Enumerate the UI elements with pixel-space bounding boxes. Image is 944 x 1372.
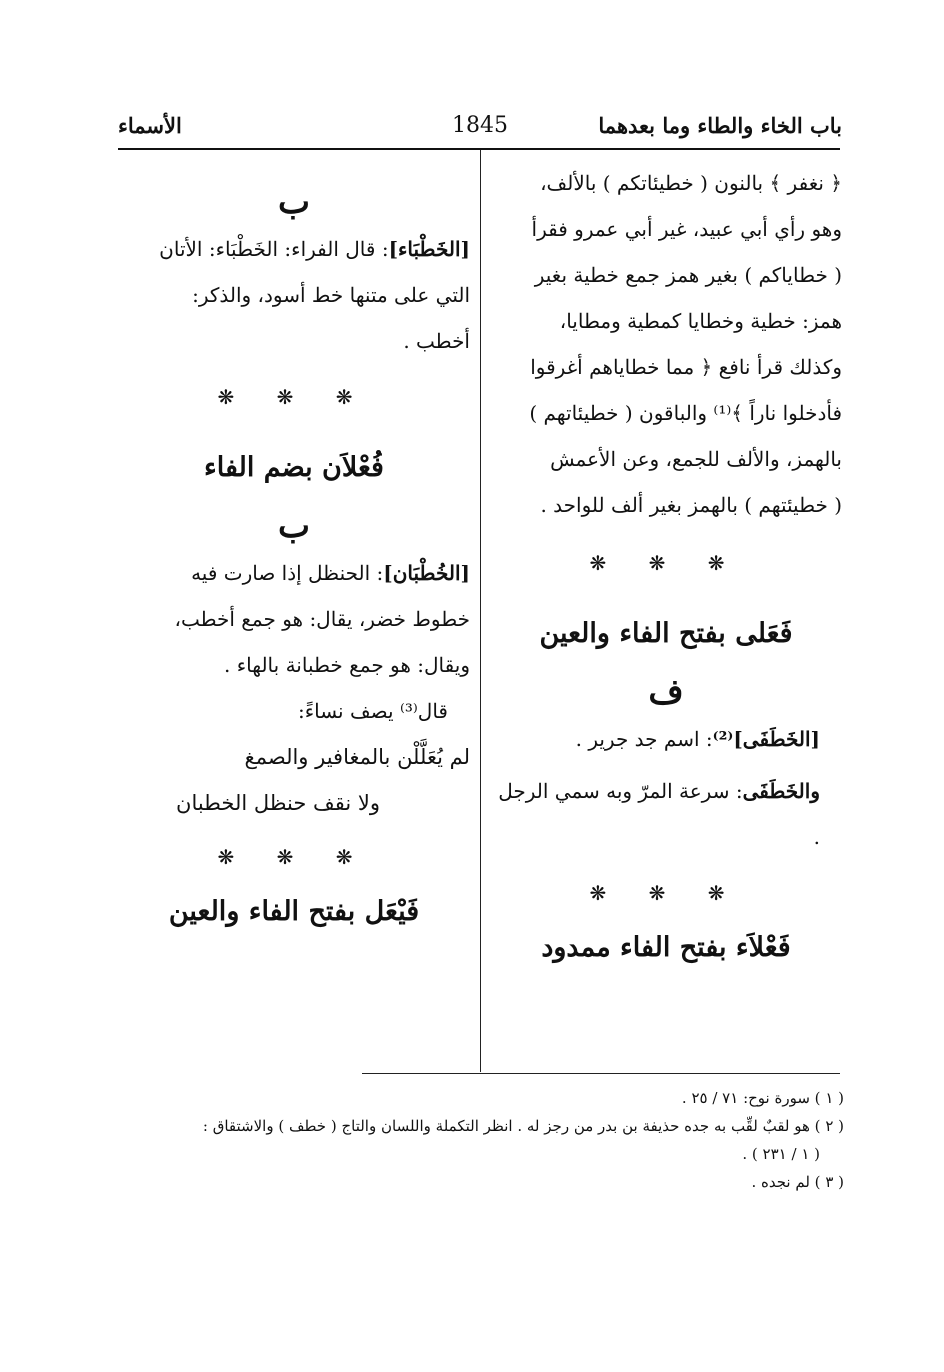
section-separator: ❋ ❋ ❋	[217, 385, 371, 409]
footnotes	[120, 1084, 844, 1196]
section-separator: ❋ ❋ ❋	[217, 845, 371, 869]
entry-text: : قال الفراء: الخَطْبَاء: الأتان	[159, 237, 389, 261]
section-separator: ❋ ❋ ❋	[589, 551, 743, 575]
section-heading: فَعْلاَء بفتح الفاء ممدود	[541, 932, 791, 963]
entry-line	[118, 550, 470, 596]
section-separator: ❋ ❋ ❋	[589, 881, 743, 905]
paragraph-line: ( خطاياكم ) بغير همز جمع خطية بغير	[534, 263, 842, 287]
paragraph-line: ( خطيئتهم ) بالهمز بغير ألف للواحد .	[540, 493, 842, 517]
entry-headword: [الخُطْبَان]	[383, 561, 470, 585]
verse-first-hemistich: لم يُعَلَّلْن بالمغافير والصمغ	[244, 745, 470, 769]
quote-intro: قال⁽³⁾ يصف نساءً:	[297, 699, 448, 723]
entry-line	[118, 226, 470, 272]
entry-headword: [الخَطَفَى]⁽²⁾	[712, 727, 820, 751]
paragraph-line: أخطب .	[403, 329, 470, 353]
section-title: الأسماء	[118, 113, 182, 138]
footnote-rule	[362, 1073, 840, 1074]
paragraph-line: فأدخلوا ناراً ﴾⁽¹⁾ والباقون ( خطيئاتهم )	[529, 401, 842, 425]
verse-second-hemistich: ولا نقف حنظل الخطبان	[176, 791, 380, 815]
right-column	[490, 160, 842, 986]
paragraph-line: خطوط خضر، يقال: هو جمع أخطب،	[174, 607, 470, 631]
entry-line	[490, 768, 842, 860]
page-number: 1845	[452, 113, 508, 138]
footnote-continuation: ( ١ / ٢٣١ ) .	[742, 1145, 820, 1163]
chapter-title: باب الخاء والطاء وما بعدهما	[598, 113, 842, 138]
column-divider	[480, 150, 481, 1072]
letter-heading: ف	[648, 672, 684, 712]
entry-headword: والخَطَفَى	[742, 779, 820, 803]
letter-heading: ب	[277, 182, 310, 222]
entry-text: : سرعة المرّ وبه سمي الرجل .	[498, 779, 820, 849]
left-column	[118, 160, 470, 950]
paragraph-line: ﴿ نغفر ﴾ بالنون ( خطيئاتكم ) بالألف،	[540, 171, 842, 195]
paragraph-line: التي على متنها خط أسود، والذكر:	[192, 283, 470, 307]
footnote: ( ٣ ) لم نجده .	[751, 1173, 844, 1191]
footnote: ( ١ ) سورة نوح: ٧١ / ٢٥ .	[681, 1089, 844, 1107]
paragraph-line: وكذلك قرأ نافع ﴿ مما خطاياهم أغرقوا	[530, 355, 842, 379]
entry-line	[490, 716, 842, 762]
section-heading: فُعْلاَن بضم الفاء	[204, 452, 384, 483]
letter-heading: ب	[277, 506, 310, 546]
paragraph-line: بالهمز، والألف للجمع، وعن الأعمش	[550, 447, 842, 471]
paragraph-line: وهو رأي أبي عبيد، غير أبي عمرو فقرأ	[531, 217, 842, 241]
entry-text: : الحنظل إذا صارت فيه	[191, 561, 384, 585]
entry-headword: [الخَطْبَاء]	[388, 237, 470, 261]
section-heading: فَعَلى بفتح الفاء والعين	[539, 618, 793, 649]
entry-text: : اسم جد جرير .	[575, 727, 713, 751]
paragraph-line: همز: خطية وخطايا كمطية ومطايا،	[559, 309, 842, 333]
section-heading: فَيْعَل بفتح الفاء والعين	[168, 896, 420, 927]
header-rule	[118, 148, 840, 150]
footnote: ( ٢ ) هو لقبٌ لقِّب به جده حذيفة بن بدر من رجز له . انظر التكملة واللسان والتاج ( خطف ) والاشتقاق :	[202, 1117, 844, 1135]
paragraph-line: ويقال: هو جمع خطبانة بالهاء .	[224, 653, 470, 677]
